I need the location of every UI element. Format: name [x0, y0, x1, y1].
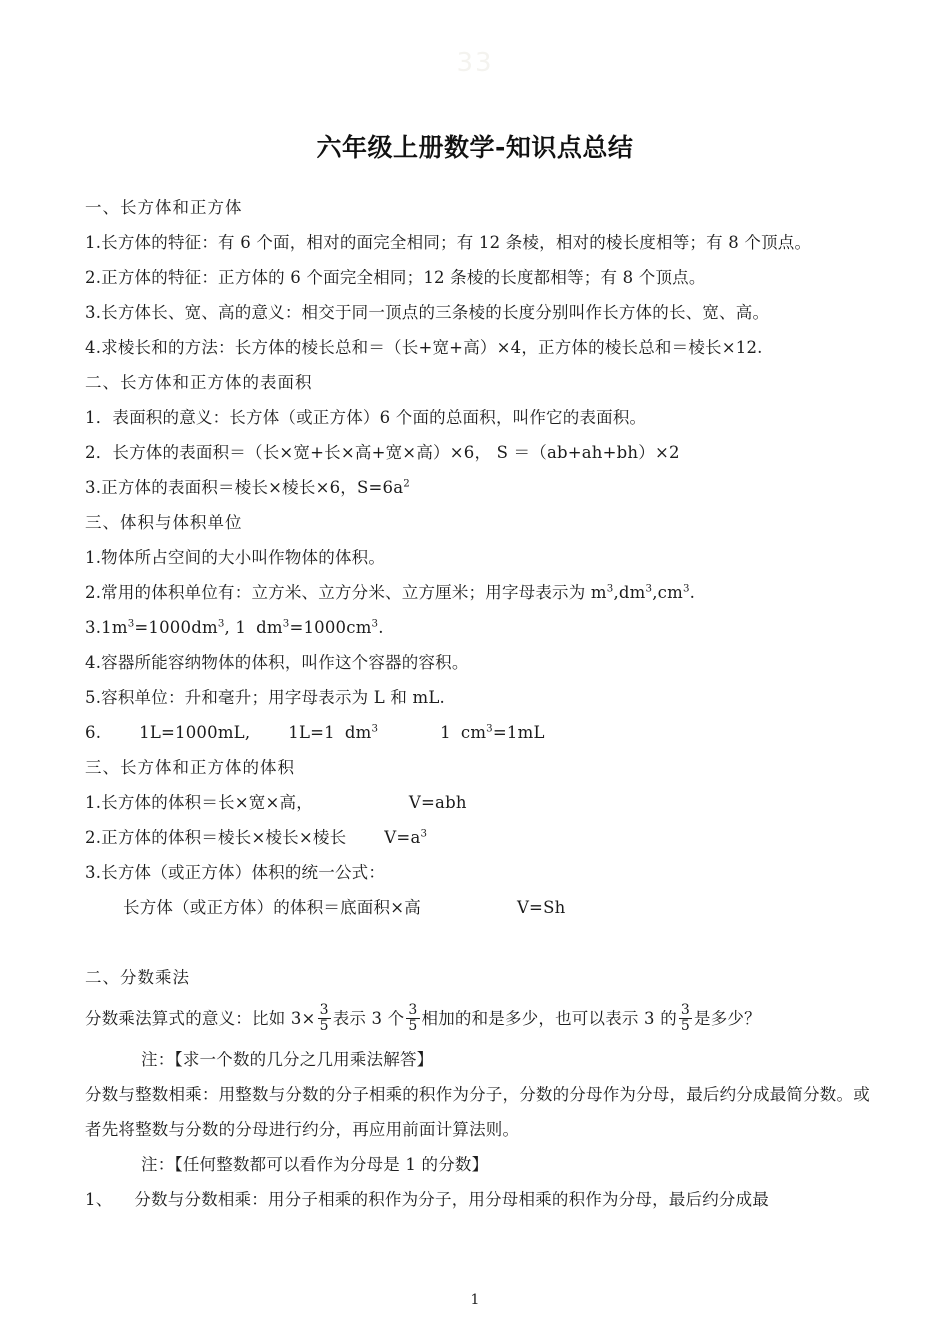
section-heading-4: 三、长方体和正方体的体积: [85, 758, 295, 777]
fraction-denominator: 5: [319, 1018, 329, 1034]
capacity-conv-c: dm: [344, 723, 372, 742]
section-5-item-1: [85, 1182, 872, 1217]
page-number: 1: [470, 1292, 480, 1308]
page-title: 六年级上册数学-知识点总结: [316, 133, 634, 162]
surface-area-cube-formula: 3.正方体的表面积＝棱长×棱长×6，S=6a: [85, 478, 404, 497]
fraction-three-fifths: [318, 1003, 331, 1033]
superscript-cube: 3: [645, 583, 653, 595]
unit-cm: cm: [657, 583, 683, 602]
cube-volume-text: 2.正方体的体积＝棱长×棱长×棱长: [85, 828, 347, 847]
superscript-cube: 3: [282, 618, 290, 630]
fraction-denominator: 5: [680, 1018, 690, 1034]
capacity-conv-a: 1L=1000mL,: [139, 723, 251, 742]
superscript-cube: 3: [217, 618, 225, 630]
conversion-e: =1000cm: [289, 618, 372, 637]
capacity-conv-d: 1: [440, 723, 451, 742]
section-4-line-2: [85, 820, 872, 855]
cube-volume-formula: V=a: [384, 828, 421, 847]
section-1-line-4: 4.求棱长和的方法：长方体的棱长总和＝（长+宽+高）×4，正方体的棱长总和＝棱长×12.: [85, 338, 763, 357]
conversion-f: .: [378, 618, 384, 637]
fraction-numerator: 3: [408, 1002, 418, 1019]
conversion-b: =1000dm: [134, 618, 218, 637]
fraction-numerator: 3: [319, 1002, 329, 1019]
section-5-note-2: 注：【任何整数都可以看作为分母是 1 的分数】: [141, 1155, 489, 1174]
section-1-line-3: 3.长方体长、宽、高的意义：相交于同一顶点的三条棱的长度分别叫作长方体的长、宽、高。: [85, 303, 770, 322]
volume-units-text: 2.常用的体积单位有：立方米、立方分米、立方厘米；用字母表示为 m: [85, 583, 607, 602]
fraction-denominator: 5: [408, 1018, 418, 1034]
section-1-line-1: 1.长方体的特征：有 6 个面，相对的面完全相同；有 12 条棱，相对的棱长度相等；有 8 个顶点。: [85, 233, 812, 252]
capacity-conv-b: 1L=1: [288, 723, 335, 742]
section-2-line-1: 1．表面积的意义：长方体（或正方体）6 个面的总面积，叫作它的表面积。: [85, 408, 647, 427]
fraction-meaning-p1: 分数乘法算式的意义：比如 3×: [85, 1009, 316, 1028]
section-3-line-1: 1.物体所占空间的大小叫作物体的体积。: [85, 548, 386, 567]
section-3-line-6: [85, 715, 872, 750]
fraction-numerator: 3: [680, 1002, 690, 1019]
fraction-times-fraction-rule: 分数与分数相乘：用分子相乘的积作为分子，用分母相乘的积作为分母，最后约分成最: [134, 1190, 770, 1209]
capacity-conv-f: =1mL: [492, 723, 545, 742]
section-3-line-5: 5.容积单位：升和毫升；用字母表示为 L 和 mL.: [85, 688, 445, 707]
conversion-a: 3.1m: [85, 618, 128, 637]
superscript-square: 2: [403, 478, 410, 490]
unit-period: .: [689, 583, 696, 602]
section-2-line-3: [85, 470, 872, 505]
conversion-d: dm: [256, 618, 283, 637]
section-gap: [85, 925, 872, 960]
unified-volume-formula: V=Sh: [516, 898, 566, 917]
superscript-cube: 3: [371, 723, 379, 735]
unit-dm: dm: [618, 583, 646, 602]
conversion-c: , 1: [224, 618, 247, 637]
watermark: 33: [456, 48, 494, 78]
unit-sep-1: ,: [613, 583, 619, 602]
cuboid-volume-formula: V=abh: [408, 793, 467, 812]
section-3-line-4: 4.容器所能容纳物体的体积，叫作这个容器的容积。: [85, 653, 469, 672]
section-5-rule-1: 分数与整数相乘：用整数与分数的分子相乘的积作为分子，分数的分母作为分母，最后约分成最简分数。或者先将整数与分数的分母进行约分，再应用前面计算法则。: [85, 1085, 870, 1139]
section-heading-5: 二、分数乘法: [85, 968, 190, 987]
fraction-meaning-p2: 表示 3 个: [332, 1009, 405, 1028]
unified-volume-text: 长方体（或正方体）的体积＝底面积×高: [123, 898, 421, 917]
superscript-cube: 3: [682, 583, 690, 595]
fraction-meaning-p3: 相加的和是多少，也可以表示 3 的: [421, 1009, 677, 1028]
section-heading-3: 三、体积与体积单位: [85, 513, 243, 532]
section-5-note-1: 注：【求一个数的几分之几用乘法解答】: [141, 1050, 434, 1069]
fraction-three-fifths: [406, 1003, 419, 1033]
section-5-meaning: [85, 995, 872, 1042]
section-2-line-2: 2．长方体的表面积＝（长×宽+长×高+宽×高）×6， S ＝（ab+ah+bh）×2: [85, 443, 680, 462]
section-heading-1: 一、长方体和正方体: [85, 198, 243, 217]
item-number-1: 1、: [85, 1190, 113, 1209]
section-3-line-3: [85, 610, 872, 645]
unit-sep-2: ,: [652, 583, 658, 602]
superscript-cube: 3: [127, 618, 135, 630]
superscript-cube: 3: [420, 828, 428, 840]
section-heading-2: 二、长方体和正方体的表面积: [85, 373, 313, 392]
document-body: [0, 190, 950, 1217]
capacity-conv-e: cm: [460, 723, 487, 742]
superscript-cube: 3: [371, 618, 379, 630]
section-4-line-3: 3.长方体（或正方体）体积的统一公式：: [85, 863, 386, 882]
cuboid-volume-text: 1.长方体的体积＝长×宽×高，: [85, 793, 313, 812]
section-4-line-4: [85, 890, 872, 925]
section-1-line-2: 2.正方体的特征：正方体的 6 个面完全相同；12 条棱的长度都相等；有 8 个顶点。: [85, 268, 706, 287]
fraction-three-fifths: [679, 1003, 692, 1033]
fraction-meaning-p4: 是多少？: [694, 1009, 761, 1028]
superscript-cube: 3: [486, 723, 493, 735]
superscript-cube: 3: [606, 583, 614, 595]
section-3-line-2: [85, 575, 872, 610]
item-number-6: 6.: [85, 723, 102, 742]
section-4-line-1: [85, 785, 872, 820]
